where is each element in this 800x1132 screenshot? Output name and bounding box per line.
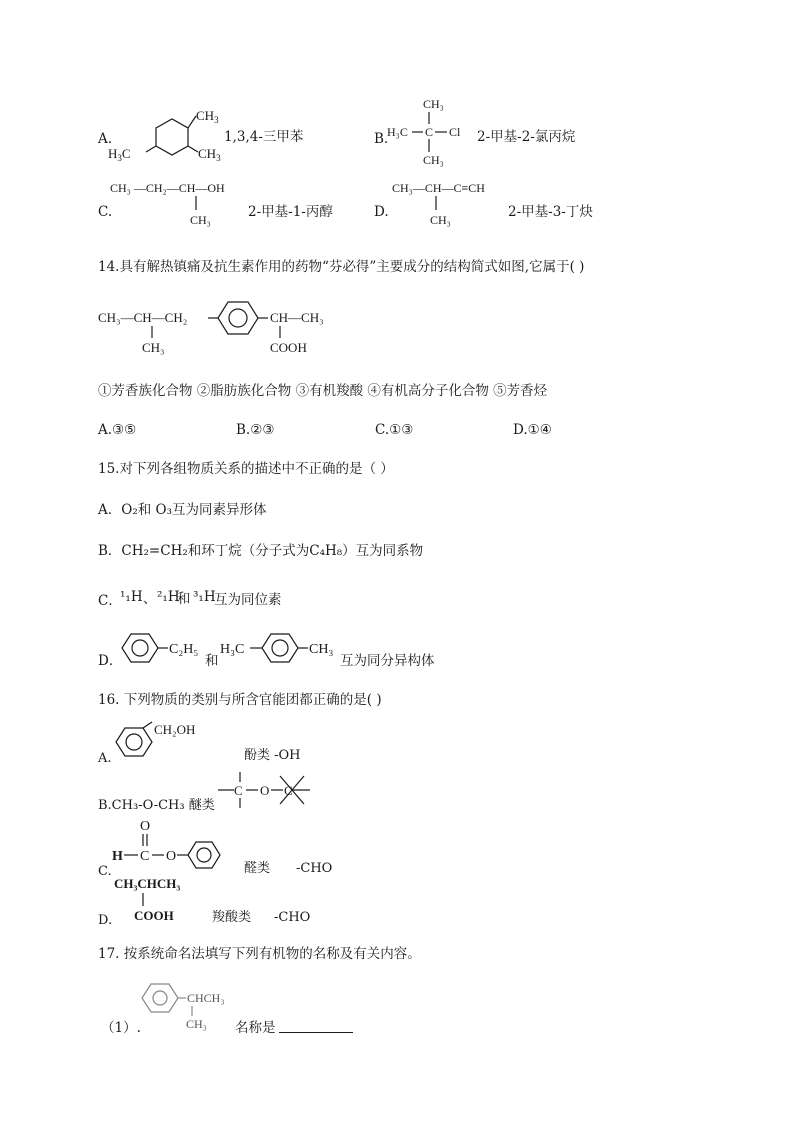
q15-d-text: 互为同分异构体 [340,653,435,669]
c-h: H [112,849,123,864]
xylene-structure [220,628,340,668]
q17-part1-label: （1）. [101,1020,141,1036]
methylbutyne-structure [392,178,512,233]
q14-ch3-below: CH₃ [142,340,165,355]
option-d-name: 2-甲基-3-丁炔 [508,204,593,220]
isotope-h1: ¹₁H [120,589,143,605]
option-a-letter: A. [98,131,113,147]
d-chain: CH₃—CH—C≡CH [392,181,485,195]
chloropropane-structure [387,92,477,172]
q15-d-and: 和 [205,653,219,669]
q17-ch3: CH₃ [186,1017,207,1031]
trimethylbenzene-structure [108,108,221,170]
c-o: O [166,849,177,864]
q14-right-chain: CH—CH₃ [270,310,324,325]
c-ch3: CH₃ [190,213,211,227]
q14-statements: ①芳香族化合物 ②脂肪族化合物 ③有机羧酸 ④有机高分子化合物 ⑤芳香烃 [98,383,548,399]
c-o-top: O [140,819,151,834]
q14-option-b: B.②③ [236,422,275,438]
option-b-letter: B. [374,131,389,147]
isotope-h3: ³₁H [193,589,216,605]
isobutyric-acid-structure [114,874,214,926]
q16-d-desc1: 羧酸类 [212,910,252,925]
q14-stem: 14.具有解热镇痛及抗生素作用的药物“芬必得”主要成分的结构简式如图,它属于( ) [98,259,585,275]
option-d-letter: D. [374,204,389,220]
option-b-name: 2-甲基-2-氯丙烷 [477,129,576,145]
c-c: C [140,849,150,864]
q16-option-a-letter: A. [98,751,112,766]
q15-c-sep2: 和 [177,591,191,607]
q16-option-d-letter: D. [98,913,113,928]
isotope-h2: ²₁H [157,589,180,605]
d-ethyl: C₂H₅ [169,642,199,657]
d-ch3: CH₃ [430,213,451,227]
phenyl-formate-structure [112,818,242,868]
methylpropanol-structure [110,178,250,233]
q14-option-d: D.①④ [513,422,552,438]
b-o: O [260,783,270,798]
q17-name-label: 名称是 [235,1020,276,1036]
q14-option-c: C.①③ [375,422,414,438]
q15-c-text: 互为同位素 [214,592,282,608]
q14-left-chain: CH₃—CH—CH₂ [98,310,188,325]
d-top: CH₃CHCH₃ [114,876,181,891]
cumene-structure [140,976,250,1036]
q15-option-c-letter: C． [98,593,122,609]
option-c-letter: C. [98,204,113,220]
a-group: CH₂OH [154,722,196,737]
ibuprofen-structure [98,292,358,362]
svg-text:CH3: $CH_3$ [196,108,219,125]
q16-stem: 16. 下列物质的类别与所含官能团都正确的是( ) [98,692,382,708]
b-center-c: C [425,125,434,139]
q14-cooh: COOH [270,340,307,355]
q16-option-b-text: B.CH₃-O-CH₃ 醚类 [98,798,215,813]
q16-option-c-letter: C. [98,864,112,879]
b-c-right: C [284,783,293,798]
q17-answer-blank[interactable] [279,1019,353,1038]
svg-text:H3C: $H_3C$ [108,146,131,163]
q15-option-a: A．O₂和 O₃互为同素异形体 [98,502,267,518]
c-chain: CH₃ —CH₂—CH—OH [110,181,225,195]
b-h3c: H₃C [387,125,408,139]
q16-c-desc2: -CHO [296,861,333,876]
q16-c-desc1: 醛类 [244,861,271,876]
b-c-left: C [234,783,243,798]
q15-c-sep1: 、 [143,591,157,607]
svg-text:CH3: $CH_3$ [198,146,221,163]
b-ch3-bottom: CH₃ [423,153,444,167]
q14-option-a: A.③⑤ [98,422,137,438]
q16-d-desc2: -CHO [274,910,311,925]
b-ch3-top: CH₃ [423,97,444,111]
b-cl: Cl [449,125,461,139]
q17-group: CHCH₃ [187,991,225,1005]
d-ch3: CH₃ [309,642,334,657]
q17-stem: 17. 按系统命名法填写下列有机物的名称及有关内容。 [98,946,421,962]
q16-a-desc: 酚类 -OH [244,748,301,763]
q15-option-d-letter: D． [98,653,123,669]
d-cooh: COOH [134,908,174,923]
q15-stem: 15.对下列各组物质关系的描述中不正确的是（ ） [98,461,394,477]
option-a-name: 1,3,4-三甲苯 [224,129,304,145]
benzyl-alcohol-structure [114,722,224,762]
option-c-name: 2-甲基-1-丙醇 [248,204,333,220]
ether-group-structure [218,768,318,814]
d-h3c: H₃C [220,642,245,657]
q15-option-b: B．CH₂=CH₂和环丁烷（分子式为C₄H₈）互为同系物 [98,543,424,559]
